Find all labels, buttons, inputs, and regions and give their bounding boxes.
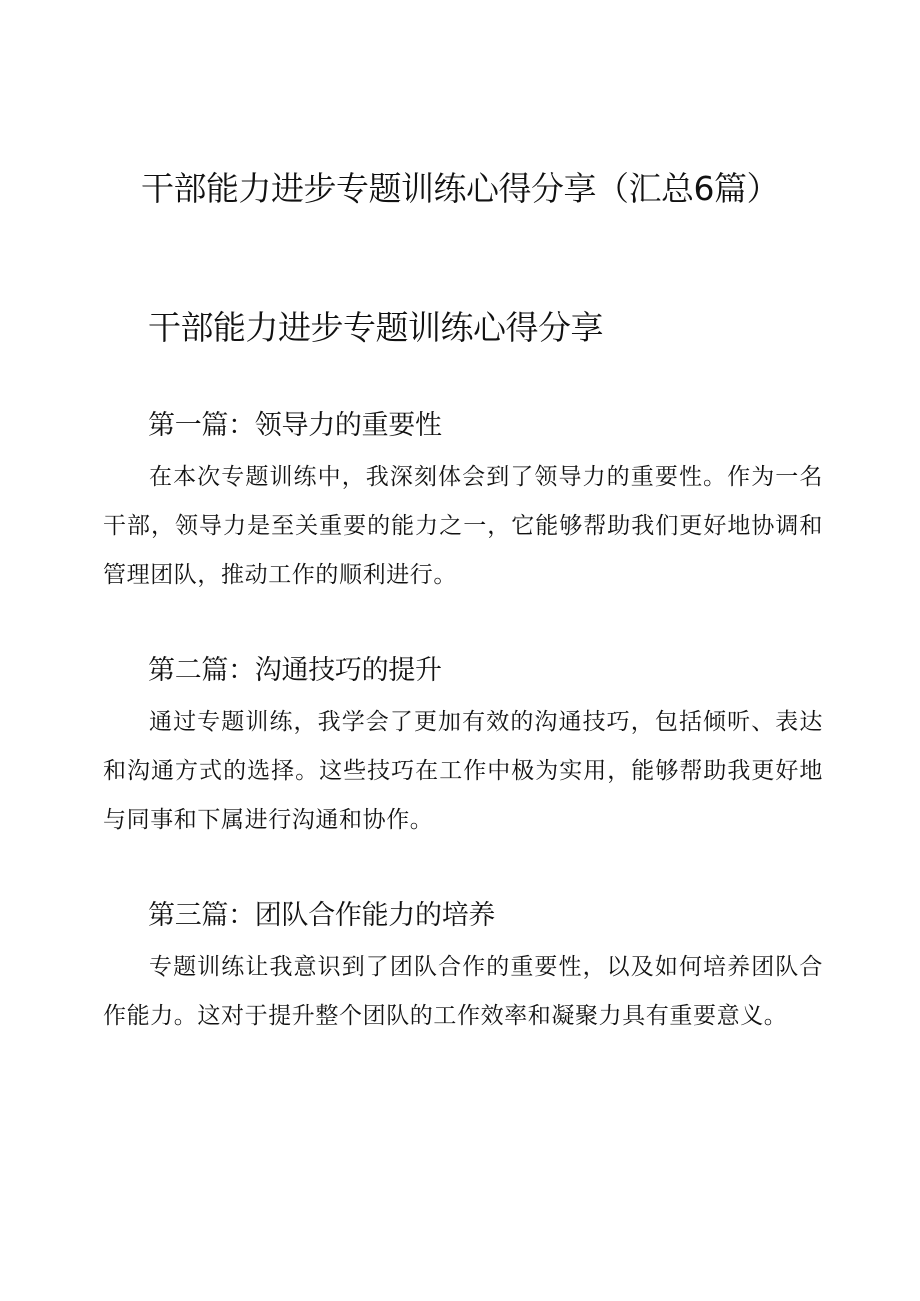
document-title: 干部能力进步专题训练心得分享（汇总6篇）: [141, 169, 779, 208]
section-body-1: 在本次专题训练中，我深刻体会到了领导力的重要性。作为一名干部，领导力是至关重要的能力之一，它能够帮助我们更好地协调和管理团队，推动工作的顺利进行。: [103, 464, 823, 588]
section-body-3: 专题训练让我意识到了团队合作的重要性，以及如何培养团队合作能力。这对于提升整个团队的工作效率和凝聚力具有重要意义。: [103, 954, 823, 1029]
section-body-2: 通过专题训练，我学会了更加有效的沟通技巧，包括倾听、表达和沟通方式的选择。这些技巧在工作中极为实用，能够帮助我更好地与同事和下属进行沟通和协作。: [103, 709, 823, 833]
section-heading-3: 第三篇：团队合作能力的培养: [148, 900, 496, 931]
section-heading-1: 第一篇：领导力的重要性: [148, 410, 442, 441]
section-heading-2: 第二篇：沟通技巧的提升: [148, 655, 442, 686]
document-subtitle: 干部能力进步专题训练心得分享: [148, 308, 603, 347]
